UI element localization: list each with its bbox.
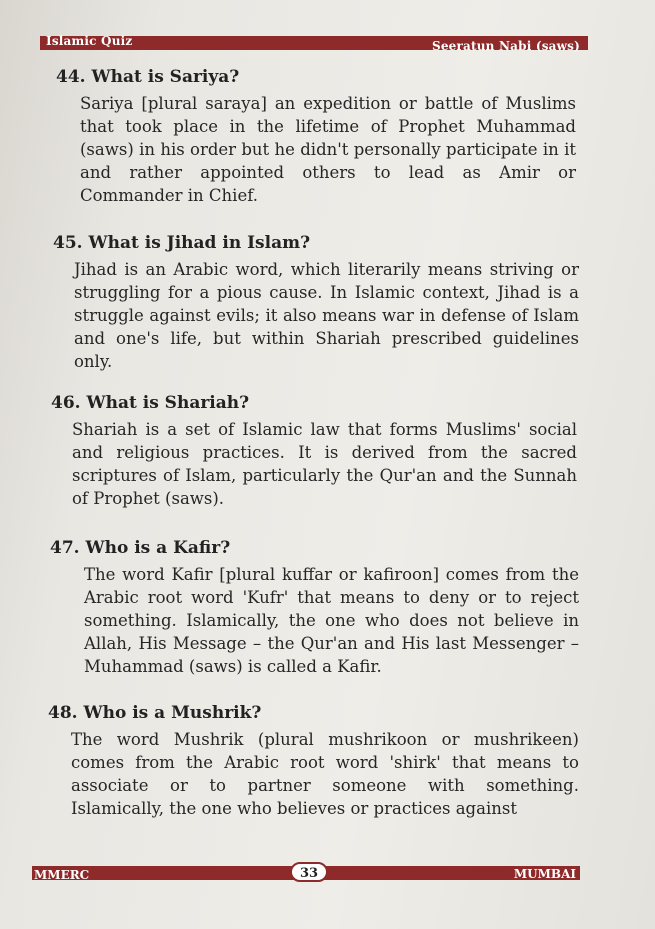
running-footer	[32, 862, 580, 884]
qa-item	[56, 66, 576, 207]
question-heading: 45. What is Jihad in Islam?	[53, 233, 311, 253]
question-heading: 44. What is Sariya?	[56, 67, 240, 87]
answer-text: Shariah is a set of Islamic law that forms Muslims' social and religious practices. It is derived from the sacred scriptures of Islam, particularly the Qur'an and the Sunnah of Prophet (saws).	[72, 420, 577, 508]
question-heading: 46. What is Shariah?	[51, 393, 250, 413]
answer-text: The word Kafir [plural kuffar or kafiroon] comes from the Arabic root word 'Kufr' that means to deny or to reject something. Islamically, the one who does not believe in Allah, His Message – the Qur'an and His last Messenger – Muhammad (saws) is called a Kafir.	[84, 565, 579, 676]
footer-city: MUMBAI	[513, 867, 576, 881]
question-heading: 47. Who is a Kafir?	[50, 538, 231, 558]
answer-text: The word Mushrik (plural mushrikoon or mushrikeen) comes from the Arabic root word 'shirk' that means to associate or to partner someone with something. Islamically, the one who believes or practices against	[71, 730, 579, 818]
qa-item	[50, 537, 580, 678]
answer-text: Jihad is an Arabic word, which literarily means striving or struggling for a pious cause. In Islamic context, Jihad is a struggle against evils; it also means war in defense of Islam and one's life, but within Shariah prescribed guidelines only.	[74, 260, 579, 371]
qa-item	[51, 392, 579, 510]
header-chapter-title: Seeratun Nabi (saws)	[431, 39, 580, 53]
question-heading: 48. Who is a Mushrik?	[48, 703, 262, 723]
header-book-title: Islamic Quiz	[46, 34, 133, 48]
running-header	[40, 30, 588, 54]
qa-item	[53, 232, 579, 373]
qa-item	[48, 702, 580, 820]
footer-publisher: MMERC	[34, 868, 90, 882]
answer-text: Sariya [plural saraya] an expedition or battle of Muslims that took place in the lifetime of Prophet Muhammad (saws) in his order but he didn't personally participate in it and rather appointed others to lead as Amir or Commander in Chief.	[80, 94, 576, 205]
page-number: 33	[290, 862, 328, 882]
